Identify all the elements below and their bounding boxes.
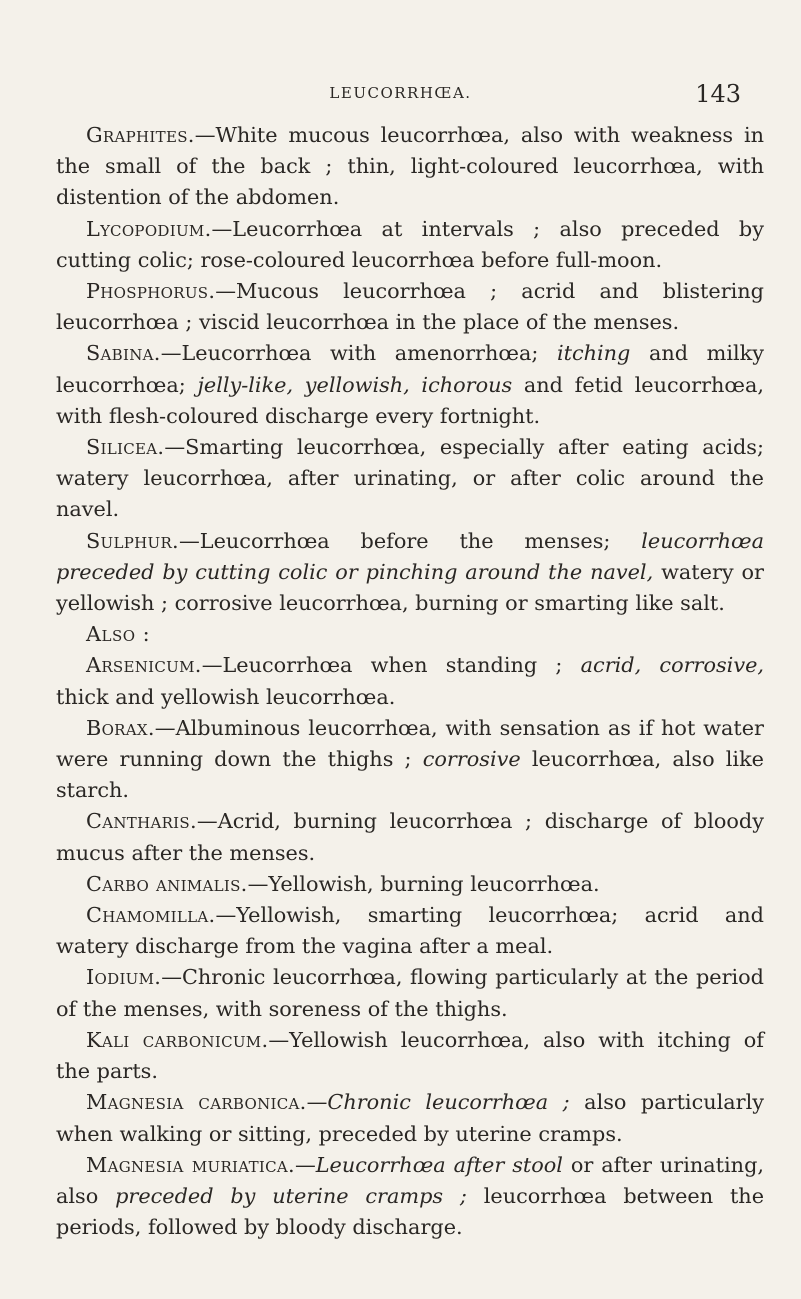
emphasized-text: jelly-like, yellowish, ichorous [197, 372, 513, 397]
remedy-name: Magnesia carbonica. [86, 1090, 307, 1115]
remedy-name: Silicea. [86, 435, 165, 460]
remedy-name: Sulphur. [86, 528, 179, 553]
remedy-name: Graphites. [86, 123, 195, 147]
remedy-entry [56, 650, 764, 712]
emphasized-text: Chronic leucorrhœa ; [327, 1090, 570, 1115]
remedy-entry [56, 526, 764, 620]
remedy-entry [56, 900, 764, 962]
description-text: thick and yellowish leucorrhœa. [56, 684, 396, 709]
description-text: —Leucorrhœa when standing ; [201, 653, 581, 678]
remedy-entry [56, 1025, 764, 1087]
description-text: —Acrid, burning leucorrhœa ; discharge of bloody mucus after the menses. [56, 809, 764, 865]
remedy-entry [56, 338, 764, 432]
description-text: —Leucorrhœa before the menses; [178, 528, 642, 553]
emphasized-text: acrid, corrosive, [580, 653, 764, 678]
page-number: 143 [695, 80, 741, 108]
remedy-entry [56, 120, 764, 214]
description-text: —White mucous leucorrhœa, also with weakness in the small of the back ; thin, light-coloured leucorrhœa, with distention of the abdomen. [56, 123, 764, 210]
remedy-entry [56, 214, 764, 276]
remedy-name: Sabina. [86, 341, 161, 366]
remedy-entry [56, 276, 764, 338]
description-text: —Yellowish leucorrhœa, also with itching of the parts. [56, 1027, 764, 1084]
description-text: also particularly when walking or sitting, preceded by uterine cramps. [56, 1090, 765, 1146]
remedy-entry [56, 869, 764, 900]
description-text: —Smarting leucorrhœa, especially after eating acids; watery leucorrhœa, after urinating, or after colic around the navel. [56, 435, 764, 522]
also-heading: Also : [86, 622, 151, 647]
description-text: —Yellowish, burning leucorrhœa. [247, 871, 600, 896]
emphasized-text: corrosive [422, 747, 521, 772]
emphasized-text: Leucorrhœa after stool [315, 1152, 563, 1177]
description-text: and fetid leucorrhœa, with flesh-coloured discharge every fortnight. [56, 372, 764, 428]
description-text: or after urinating, also [56, 1152, 764, 1208]
remedy-entry [56, 432, 764, 526]
remedy-name: Magnesia muriatica. [86, 1152, 295, 1177]
remedy-entry [56, 806, 764, 868]
remedy-entry [56, 1087, 764, 1149]
running-head [0, 80, 801, 110]
description-text: leucorrhœa, also like starch. [56, 747, 764, 803]
description-text: leucorrhœa between the periods, followed by bloody discharge. [56, 1183, 765, 1240]
remedy-name: Cantharis. [86, 809, 197, 834]
emphasized-text: leucorrhœa preceded by cutting colic or pinching around the navel, [56, 528, 764, 584]
description-text: — [294, 1152, 316, 1177]
emphasized-text: preceded by uterine cramps ; [115, 1183, 467, 1208]
remedy-name: Arsenicum. [86, 653, 202, 678]
remedy-entry [56, 1150, 764, 1244]
remedy-name: Carbo animalis. [86, 871, 248, 896]
description-text: and milky leucorrhœa; [56, 341, 765, 397]
description-text: —Leucorrhœa at intervals ; also preceded by cutting colic; rose-coloured leucorrhœa before full-moon. [56, 216, 764, 272]
description-text: watery or yellowish ; corrosive leucorrhœa, burning or smarting like salt. [56, 559, 764, 616]
emphasized-text: itching [556, 341, 631, 366]
remedy-name: Iodium. [86, 965, 162, 990]
running-title: LEUCORRHŒA. [329, 84, 472, 102]
remedy-name: Chamomilla. [86, 903, 216, 928]
description-text: —Yellowish, smarting leucorrhœa; acrid and watery discharge from the vagina after a meal. [56, 903, 764, 959]
description-text: —Albuminous leucorrhœa, with sensation as if hot water were running down the thighs ; [56, 715, 764, 772]
description-text: —Leucorrhœa with amenorrhœa; [160, 341, 557, 366]
remedy-name: Lycopodium. [86, 216, 212, 241]
description-text: —Chronic leucorrhœa, flowing particularly at the period of the menses, with soreness of the thighs. [56, 965, 764, 1021]
remedy-entry [56, 713, 764, 807]
remedy-entry [56, 962, 764, 1024]
remedy-name: Phosphorus. [86, 279, 216, 304]
remedy-name: Kali carbonicum. [86, 1027, 269, 1052]
description-text: — [306, 1090, 328, 1115]
description-text: —Mucous leucorrhœa ; acrid and blistering leucorrhœa ; viscid leucorrhœa in the place of the menses. [56, 279, 764, 335]
text-body [56, 120, 764, 1243]
remedy-name: Borax. [86, 715, 155, 740]
remedy-entry [56, 619, 764, 650]
